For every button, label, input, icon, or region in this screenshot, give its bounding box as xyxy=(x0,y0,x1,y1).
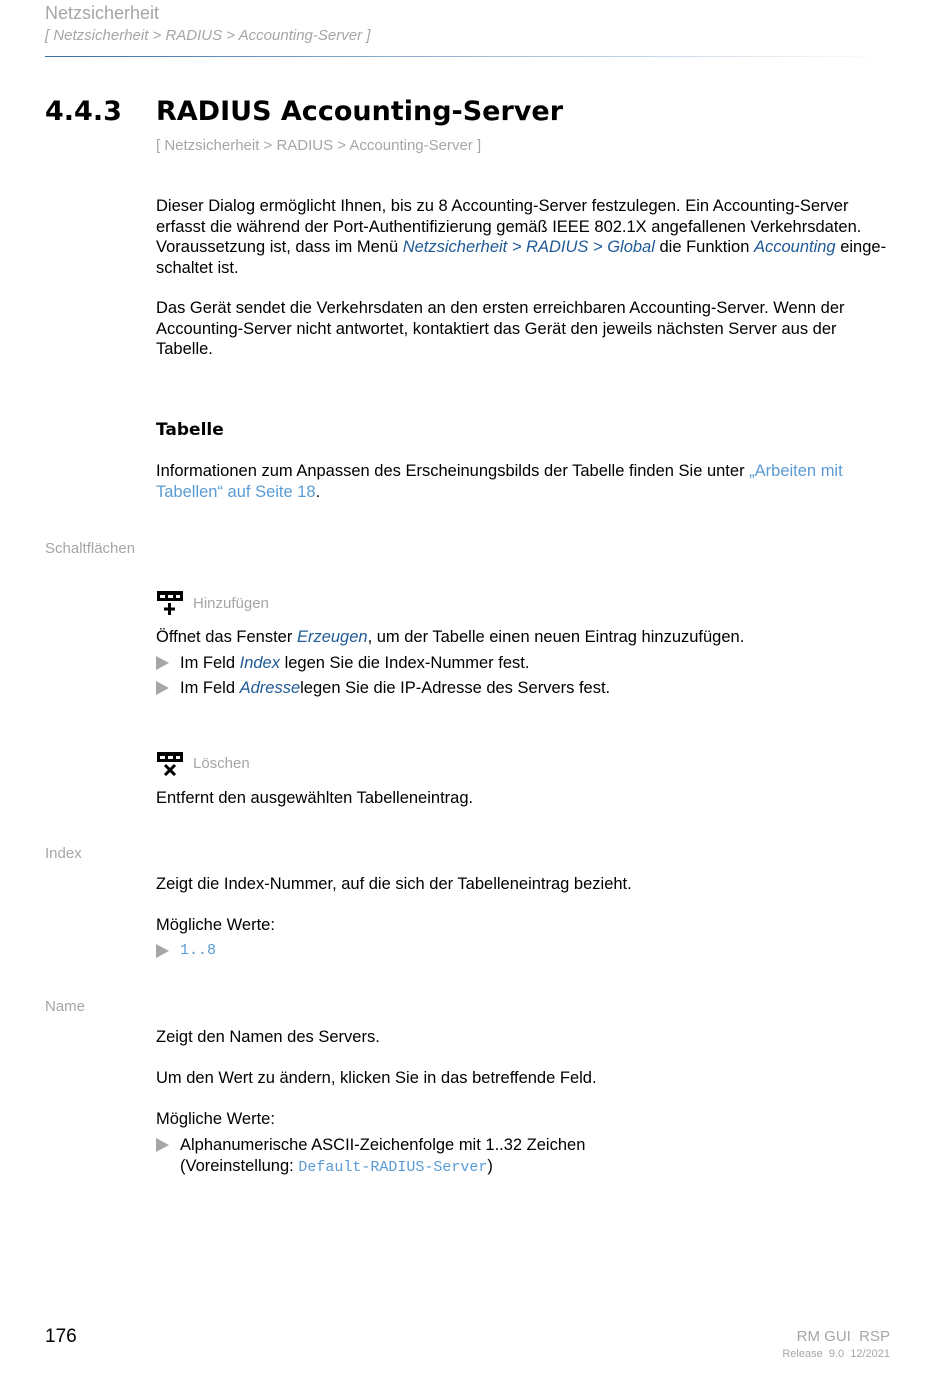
remove-button-description: Entfernt den ausgewählten Tabelleneintrag. xyxy=(156,789,474,807)
running-header-path: [ Netzsicherheit > RADIUS > Accounting-Server ] xyxy=(45,27,371,44)
header-divider xyxy=(45,56,890,57)
field-reference: Index xyxy=(239,654,280,672)
field-reference: Adresse xyxy=(239,679,301,697)
bullet-triangle-icon xyxy=(156,656,169,670)
function-reference: Accounting xyxy=(753,238,836,256)
remove-button[interactable] xyxy=(156,750,250,776)
name-values-label: Mögliche Werte: xyxy=(156,1110,275,1128)
bullet-triangle-icon xyxy=(156,944,169,958)
section-path: [ Netzsicherheit > RADIUS > Accounting-Server ] xyxy=(156,137,482,154)
running-header-title: Netzsicherheit xyxy=(45,3,160,23)
table-add-icon xyxy=(156,589,184,617)
intro-paragraph-1: Dieser Dialog ermöglicht Ihnen, bis zu 8 Accounting-Server festzulegen. Ein Accounting-Server erfasst die während der Port-Authentifizierung gemäß IEEE 802.1X angefallenen Verkehrsdaten. Voraussetzung ist, dass im Menü Netzsicherheit > RADIUS > Global die Funktion Accounting einge-schaltet ist. xyxy=(156,197,887,277)
table-remove-icon xyxy=(156,750,184,776)
name-label: Name xyxy=(45,998,86,1015)
window-reference: Erzeugen xyxy=(296,628,368,646)
intro-paragraph-2: Das Gerät sendet die Verkehrsdaten an den ersten erreichbaren Accounting-Server. Wenn der Accounting-Server nicht antwortet, kontaktiert das Gerät den jeweils nächsten Server aus der Tabelle. xyxy=(156,299,845,358)
add-button-label: Hinzufügen xyxy=(193,594,269,612)
menu-path-reference: Netzsicherheit > RADIUS > Global xyxy=(402,238,655,256)
list-item: Im Feld Adresselegen Sie die IP-Adresse des Servers fest. xyxy=(156,678,896,699)
table-heading: Tabelle xyxy=(156,420,224,440)
add-button-description: Öffnet das Fenster Erzeugen, um der Tabelle einen neuen Eintrag hinzuzufügen. xyxy=(156,628,745,646)
index-description: Zeigt die Index-Nummer, auf die sich der Tabelleneintrag bezieht. xyxy=(156,875,632,893)
list-item: Alphanumerische ASCII-Zeichenfolge mit 1..32 Zeichen (Voreinstellung: Default-RADIUS-Server) xyxy=(156,1135,896,1178)
index-value-range: 1..8 xyxy=(180,942,217,959)
index-label: Index xyxy=(45,845,82,862)
section-title: RADIUS Accounting-Server xyxy=(156,96,564,127)
bullet-triangle-icon xyxy=(156,681,169,695)
list-item xyxy=(156,941,896,962)
name-hint: Um den Wert zu ändern, klicken Sie in das betreffende Feld. xyxy=(156,1069,597,1087)
bullet-triangle-icon xyxy=(156,1138,169,1152)
footer-document: RM GUI RSP xyxy=(796,1328,890,1345)
remove-button-label: Löschen xyxy=(193,754,250,772)
footer-release: Release 9.0 12/2021 xyxy=(782,1348,890,1360)
buttons-label: Schaltflächen xyxy=(45,540,136,557)
default-value: Default-RADIUS-Server xyxy=(298,1158,488,1176)
name-description: Zeigt den Namen des Servers. xyxy=(156,1028,380,1046)
list-item: Im Feld Index legen Sie die Index-Nummer fest. xyxy=(156,653,896,674)
section-number: 4.4.3 xyxy=(45,96,122,127)
name-value-text: Alphanumerische ASCII-Zeichenfolge mit 1..32 Zeichen xyxy=(180,1136,586,1154)
page-number: 176 xyxy=(45,1326,77,1347)
table-info-paragraph: Informationen zum Anpassen des Erscheinungsbilds der Tabelle finden Sie unter „Arbeiten mit Tabellen“ auf Seite 18. xyxy=(156,462,843,501)
table-help-link[interactable]: „Arbeiten mit Tabellen“ auf Seite 18 xyxy=(156,462,843,501)
add-button[interactable] xyxy=(156,589,269,617)
index-values-label: Mögliche Werte: xyxy=(156,916,275,934)
